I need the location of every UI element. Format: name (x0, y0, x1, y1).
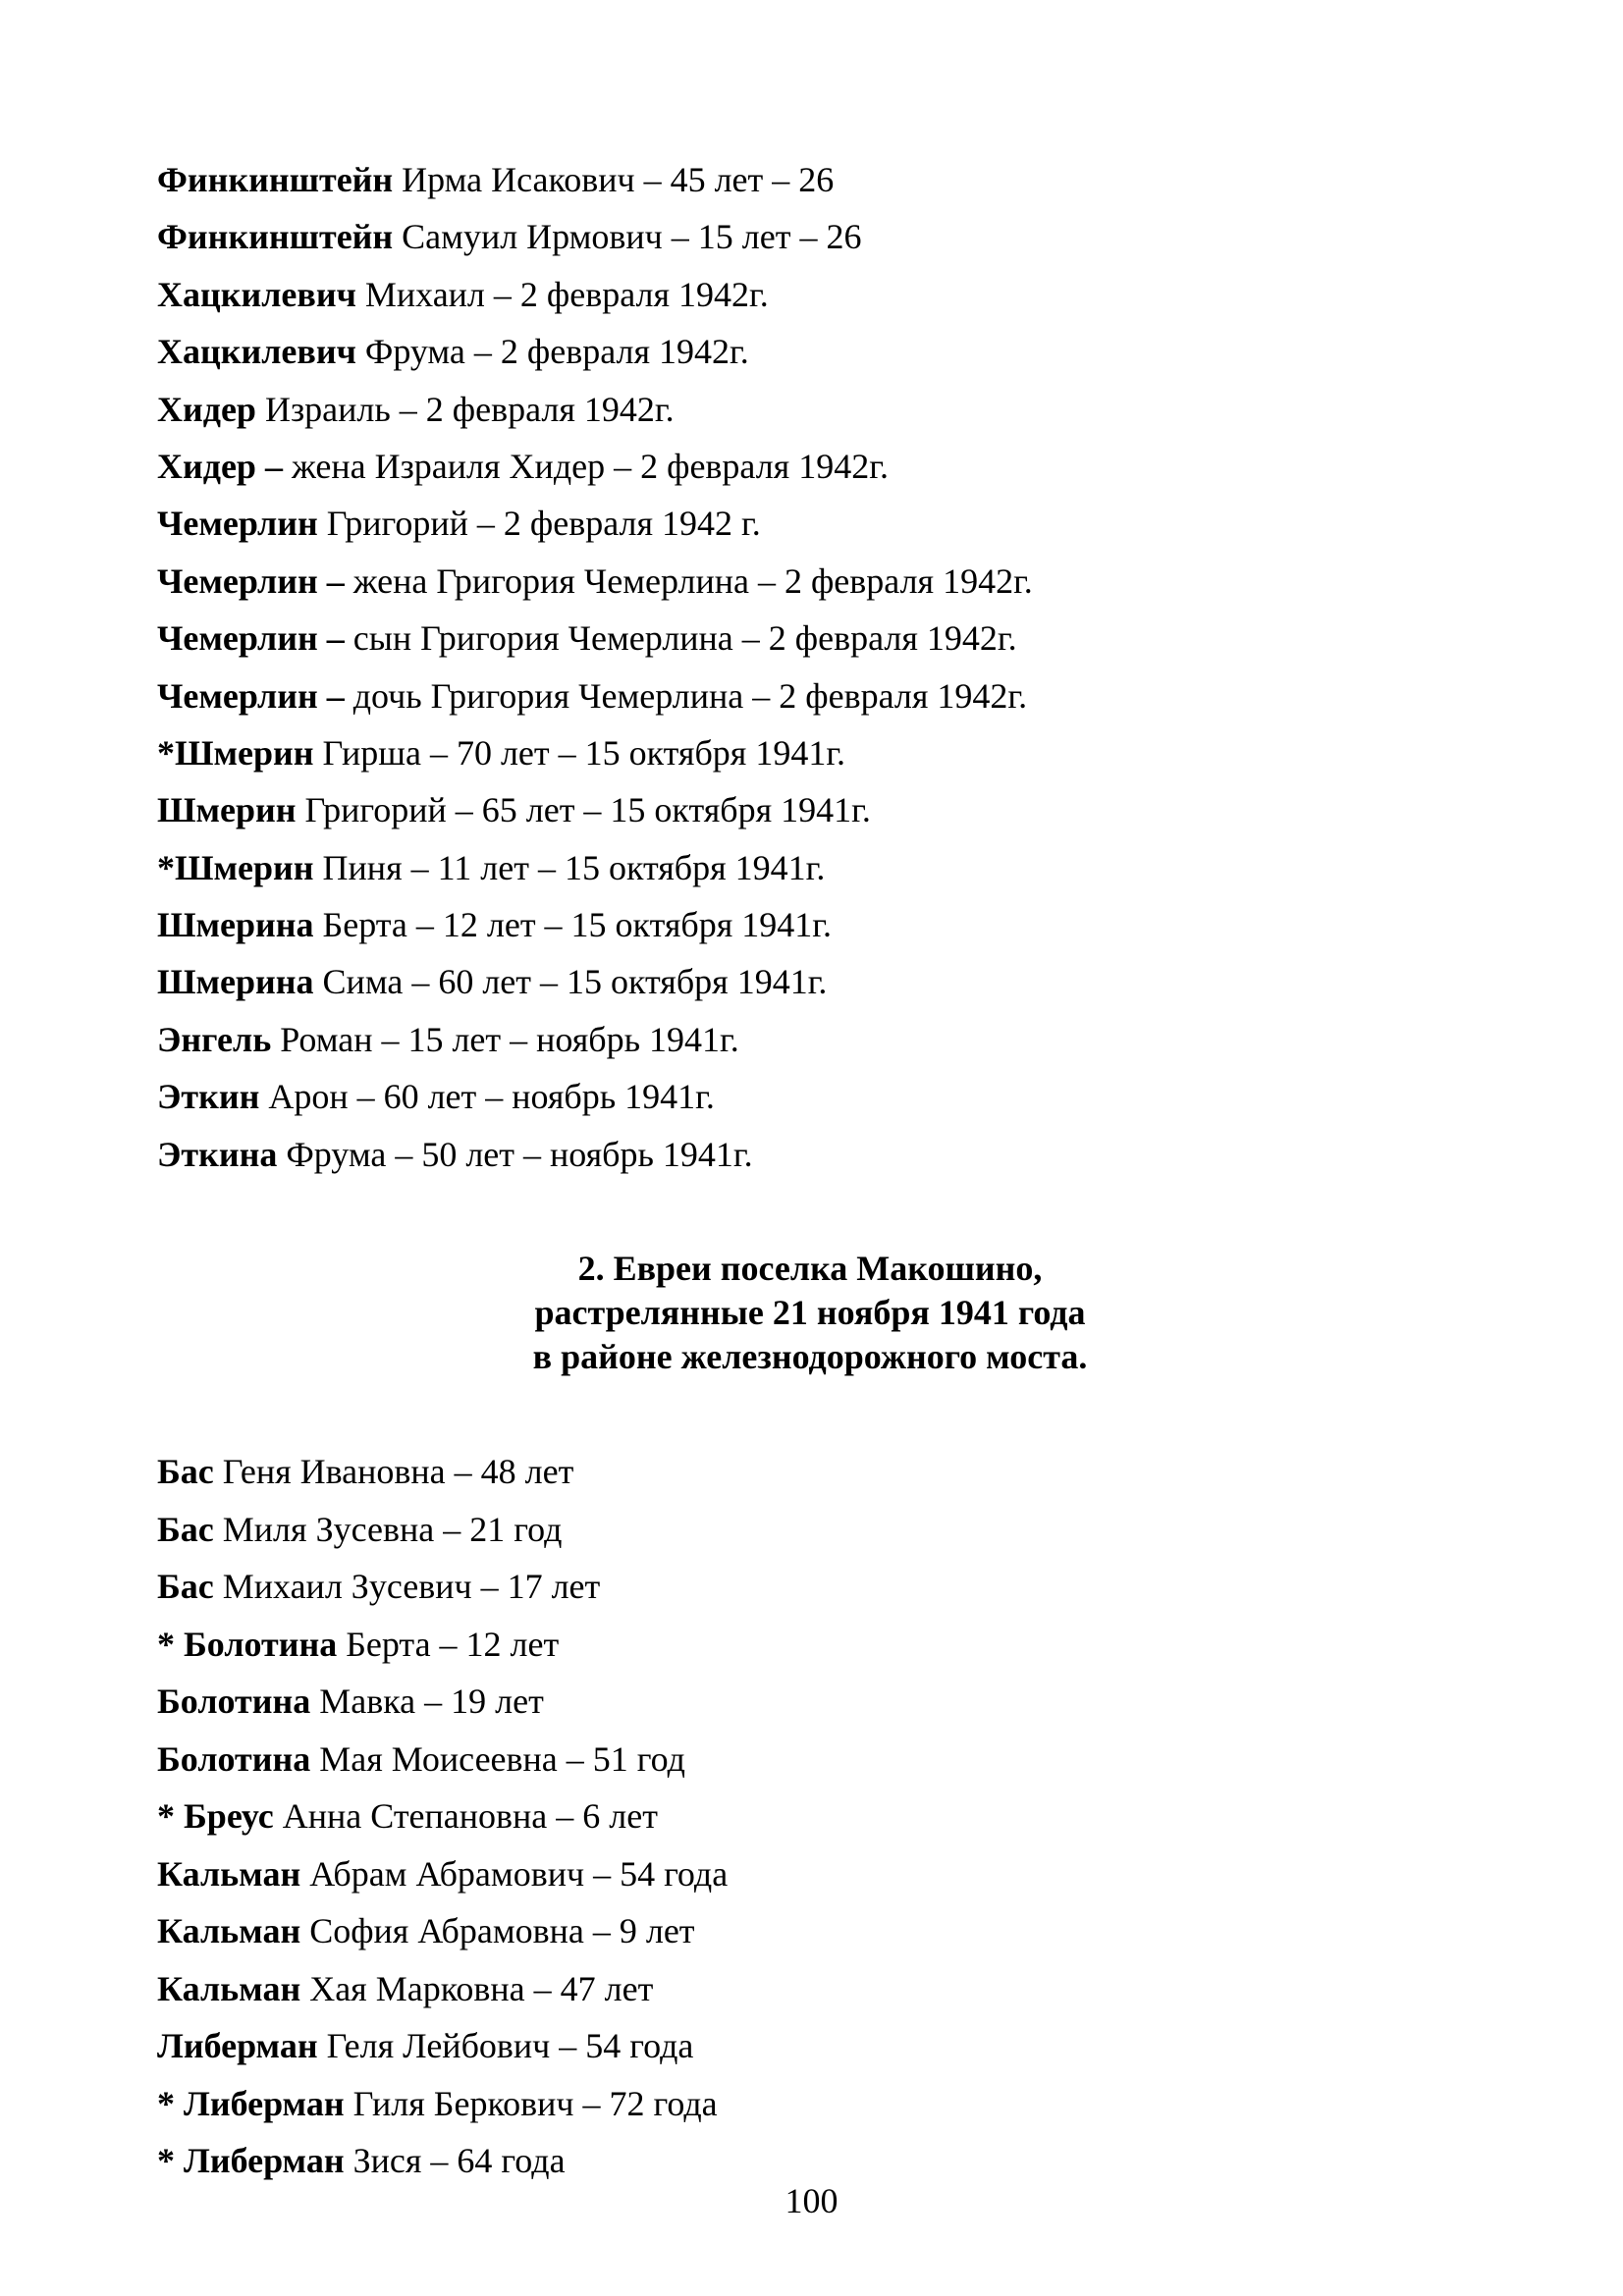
list-item (157, 1731, 1463, 1789)
list-item (157, 266, 1463, 323)
entry-details: София Абрамовна – 9 лет (300, 1911, 695, 1950)
list-item (157, 1501, 1463, 1559)
surname: *Шмерин (157, 732, 314, 773)
surname: Шмерина (157, 962, 314, 1002)
entry-details: Берта – 12 лет – 15 октября 1941г. (313, 905, 832, 945)
section-heading (157, 1247, 1463, 1379)
victims-list-continued (157, 151, 1463, 1183)
entry-details: Геня Ивановна – 48 лет (213, 1452, 574, 1491)
surname: Бас (157, 1509, 214, 1549)
surname: * Болотина (157, 1624, 338, 1664)
list-item (157, 1673, 1463, 1731)
section-heading-line: 2. Евреи поселка Макошино, (577, 1249, 1043, 1288)
list-item (157, 953, 1463, 1010)
list-item (157, 381, 1463, 438)
list-item (157, 1960, 1463, 2018)
entry-details: дочь Григория Чемерлина – 2 февраля 1942г. (344, 675, 1028, 716)
surname: Эткина (157, 1134, 278, 1174)
surname: *Шмерин (157, 847, 314, 887)
list-item (157, 208, 1463, 265)
entry-details: жена Григория Чемерлина – 2 февраля 1942г. (344, 561, 1033, 601)
entry-details: жена Израиля Хидер – 2 февраля 1942г. (282, 446, 889, 486)
surname: Чемерлин – (157, 561, 345, 601)
entry-details: Пиня – 11 лет – 15 октября 1941г. (313, 847, 826, 887)
surname: Чемерлин – (157, 675, 345, 716)
list-item (157, 1845, 1463, 1903)
entry-details: Роман – 15 лет – ноябрь 1941г. (271, 1019, 739, 1059)
entry-details: Зися – 64 года (344, 2141, 566, 2180)
entry-details: Анна Степановна – 6 лет (273, 1796, 658, 1836)
list-item (157, 2017, 1463, 2075)
list-item (157, 438, 1463, 495)
entry-details: Мавка – 19 лет (310, 1682, 544, 1721)
entry-details: Гиля Беркович – 72 года (344, 2083, 718, 2123)
surname: * Либерман (157, 2141, 345, 2180)
surname: Шмерин (157, 790, 297, 830)
list-item (157, 2075, 1463, 2133)
surname: Эткин (157, 1077, 260, 1117)
entry-details: Абрам Абрамович – 54 года (300, 1853, 729, 1894)
surname: Болотина (157, 1738, 311, 1779)
list-item (157, 839, 1463, 896)
surname: Энгель (157, 1019, 272, 1059)
list-item (157, 1902, 1463, 1960)
surname: * Либерман (157, 2083, 345, 2123)
surname: Хацкилевич (157, 274, 356, 314)
entry-details: Арон – 60 лет – ноябрь 1941г. (259, 1077, 715, 1117)
entry-details: Гирша – 70 лет – 15 октября 1941г. (313, 732, 846, 773)
entry-details: Мая Моисеевна – 51 год (310, 1738, 685, 1779)
entry-details: Ирма Исакович – 45 лет – 26 (393, 160, 835, 199)
list-item (157, 151, 1463, 208)
entry-details: Геля Лейбович – 54 года (317, 2026, 694, 2065)
list-item (157, 1011, 1463, 1068)
surname: Кальман (157, 1911, 301, 1950)
entry-details: Миля Зусевна – 21 год (213, 1509, 563, 1549)
surname: Финкинштейн (157, 217, 394, 257)
list-item (157, 610, 1463, 667)
entry-details: Сима – 60 лет – 15 октября 1941г. (313, 962, 828, 1002)
entry-details: Самуил Ирмович – 15 лет – 26 (393, 217, 862, 257)
surname: * Бреус (157, 1796, 274, 1836)
victims-list-makoshino (157, 1443, 1463, 2190)
section-heading-line: в районе железнодорожного моста. (532, 1337, 1088, 1376)
entry-details: Израиль – 2 февраля 1942г. (255, 389, 675, 429)
list-item (157, 896, 1463, 953)
page-number: 100 (784, 2181, 839, 2220)
surname: Бас (157, 1452, 214, 1491)
surname: Либерман (157, 2026, 318, 2065)
entry-details: Григорий – 65 лет – 15 октября 1941г. (296, 790, 871, 830)
entry-details: Фрума – 2 февраля 1942г. (355, 332, 749, 372)
list-item (157, 1443, 1463, 1501)
list-item (157, 553, 1463, 610)
entry-details: Фрума – 50 лет – ноябрь 1941г. (277, 1134, 753, 1174)
list-item (157, 1126, 1463, 1183)
surname: Кальман (157, 1853, 301, 1894)
surname: Хацкилевич (157, 332, 356, 372)
list-item (157, 1616, 1463, 1674)
entry-details: Хая Марковна – 47 лет (300, 1968, 654, 2008)
entry-details: Михаил – 2 февраля 1942г. (355, 274, 769, 314)
surname: Бас (157, 1567, 214, 1606)
list-item (157, 1558, 1463, 1616)
surname: Чемерлин – (157, 618, 345, 659)
list-item (157, 781, 1463, 838)
entry-details: сын Григория Чемерлина – 2 февраля 1942г. (344, 618, 1017, 659)
surname: Чемерлин (157, 504, 318, 544)
list-item (157, 495, 1463, 552)
list-item (157, 1788, 1463, 1845)
list-item (157, 667, 1463, 724)
surname: Финкинштейн (157, 160, 394, 199)
surname: Болотина (157, 1682, 311, 1721)
entry-details: Григорий – 2 февраля 1942 г. (317, 504, 761, 544)
entry-details: Берта – 12 лет (337, 1624, 560, 1664)
entry-details: Михаил Зусевич – 17 лет (213, 1567, 601, 1606)
surname: Хидер – (157, 446, 283, 486)
surname: Хидер (157, 389, 256, 429)
list-item (157, 323, 1463, 380)
surname: Шмерина (157, 905, 314, 945)
surname: Кальман (157, 1968, 301, 2008)
list-item (157, 724, 1463, 781)
section-heading-line: растрелянные 21 ноября 1941 года (534, 1293, 1086, 1332)
list-item (157, 1068, 1463, 1125)
